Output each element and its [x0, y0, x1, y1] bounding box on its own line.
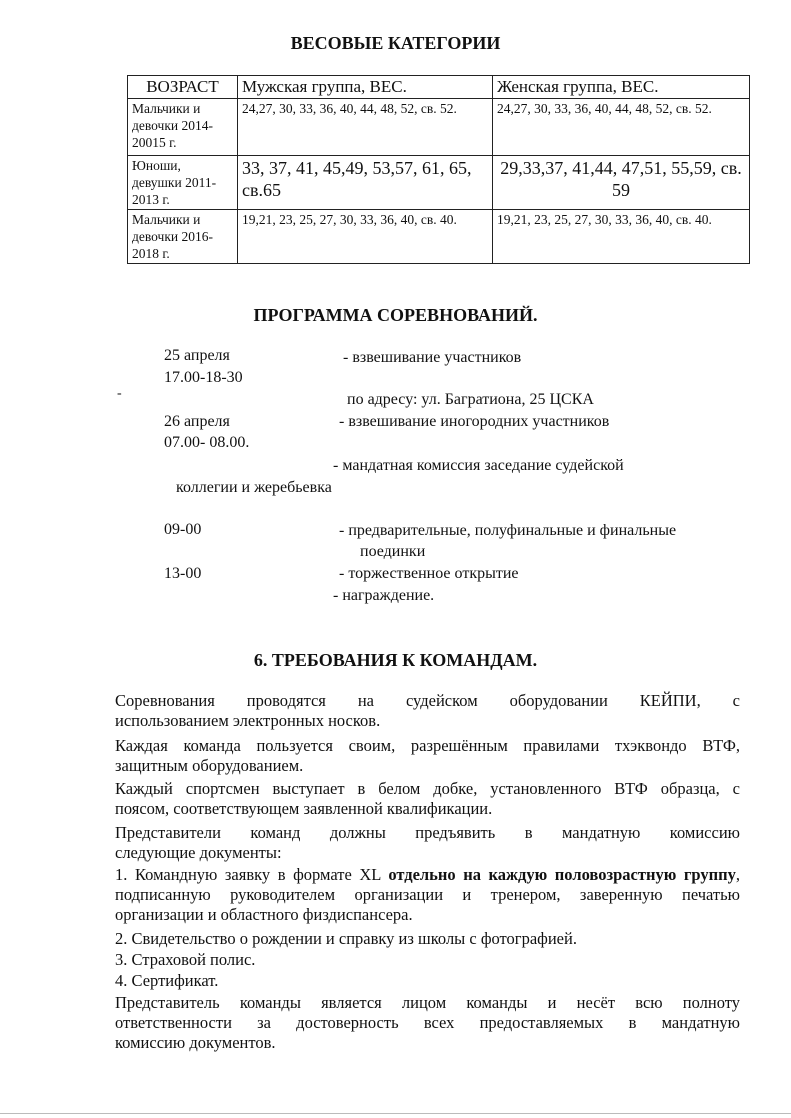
table-row	[128, 210, 750, 264]
p5-line2: ответственности за достоверность всех предоставляемых в мандатную	[115, 1013, 740, 1032]
p5-line3: комиссию документов.	[115, 1033, 276, 1052]
document-item-2: 2. Свидетельство о рождении и справку из школы с фотографией.	[115, 929, 577, 948]
mandate-line2: коллегии и жеребьевка	[176, 479, 332, 496]
address-line: по адресу: ул. Багратиона, 25 ЦСКА	[347, 391, 594, 408]
cell-male: 24,27, 30, 33, 36, 40, 44, 48, 52, св. 52.	[238, 99, 493, 156]
bouts-line1: - предварительные, полуфинальные и финальные	[339, 522, 677, 539]
p1-line1: Соревнования проводятся на судейском оборудовании КЕЙПИ, с	[115, 691, 740, 710]
table-row	[128, 156, 750, 210]
item1-text-b: , подписанную руководителем организации и тренером, заверенную печатью организации и областного физдиспансера.	[115, 865, 740, 924]
requirements-paragraph-2	[115, 736, 740, 776]
day1-event: - взвешивание участников	[343, 349, 522, 366]
header-male: Мужская группа, ВЕС.	[238, 76, 493, 99]
p3-line1: Каждый спортсмен выступает в белом добке, установленного ВТФ образца, с	[115, 779, 740, 798]
requirements-title: 6. ТРЕБОВАНИЯ К КОМАНДАМ.	[253, 650, 538, 670]
cell-age: Мальчики и девочки 2014-20015 г.	[128, 99, 238, 156]
document-item-4: 4. Сертификат.	[115, 971, 219, 990]
p5-line1: Представитель команды является лицом команды и несёт всю полноту	[115, 993, 740, 1012]
table-row	[128, 99, 750, 156]
item1-bold-text: отдельно на каждую половозрастную группу	[388, 865, 736, 884]
day1-time: 17.00-18-30	[164, 369, 243, 386]
cell-female: 24,27, 30, 33, 36, 40, 44, 48, 52, св. 52.	[493, 99, 750, 156]
document-item-1	[115, 865, 740, 925]
day2-date: 26 апреля	[164, 413, 230, 430]
mandate-line1: - мандатная комиссия заседание судейской	[333, 457, 624, 474]
day2-time: 07.00- 08.00.	[164, 434, 250, 451]
cell-female: 19,21, 23, 25, 27, 30, 33, 36, 40, св. 40.	[493, 210, 750, 264]
p2-line1: Каждая команда пользуется своим, разрешённым правилами тхэквондо ВТФ,	[115, 736, 740, 755]
weight-categories-title: ВЕСОВЫЕ КАТЕГОРИИ	[290, 33, 501, 53]
header-female: Женская группа, ВЕС.	[493, 76, 750, 99]
weight-categories-table	[127, 75, 750, 264]
cell-female: 29,33,37, 41,44, 47,51, 55,59, св. 59	[493, 156, 750, 210]
p4-line1: Представители команд должны предъявить в мандатную комиссию	[115, 823, 740, 842]
cell-age: Мальчики и девочки 2016-2018 г.	[128, 210, 238, 264]
margin-dash: -	[117, 386, 122, 401]
p1-line2: использованием электронных носков.	[115, 711, 381, 730]
cell-age: Юноши, девушки 2011-2013 г.	[128, 156, 238, 210]
time-1300: 13-00	[164, 565, 202, 582]
header-age: ВОЗРАСТ	[128, 76, 238, 99]
p4-line2: следующие документы:	[115, 843, 282, 862]
time-0900: 09-00	[164, 521, 202, 538]
requirements-paragraph-3	[115, 779, 740, 819]
table-header-row	[128, 76, 750, 99]
document-item-3: 3. Страховой полис.	[115, 950, 256, 969]
page-bottom-edge	[0, 1113, 791, 1114]
p3-line2: поясом, соответствующем заявленной квалификации.	[115, 799, 493, 818]
bouts-line2: поединки	[360, 543, 426, 560]
awarding-line: - награждение.	[333, 587, 435, 604]
day2-event: - взвешивание иногородних участников	[339, 413, 610, 430]
cell-male: 19,21, 23, 25, 27, 30, 33, 36, 40, св. 40.	[238, 210, 493, 264]
item1-text-a: 1. Командную заявку в формате XL	[115, 865, 389, 884]
day1-date: 25 апреля	[164, 347, 230, 364]
cell-male: 33, 37, 41, 45,49, 53,57, 61, 65, св.65	[238, 156, 493, 210]
p2-line2: защитным оборудованием.	[115, 756, 304, 775]
requirements-paragraph-4	[115, 823, 740, 863]
program-title: ПРОГРАММА СОРЕВНОВАНИЙ.	[253, 305, 538, 325]
opening-line: - торжественное открытие	[339, 565, 519, 582]
requirements-paragraph-5	[115, 993, 740, 1053]
requirements-paragraph-1	[115, 691, 740, 731]
